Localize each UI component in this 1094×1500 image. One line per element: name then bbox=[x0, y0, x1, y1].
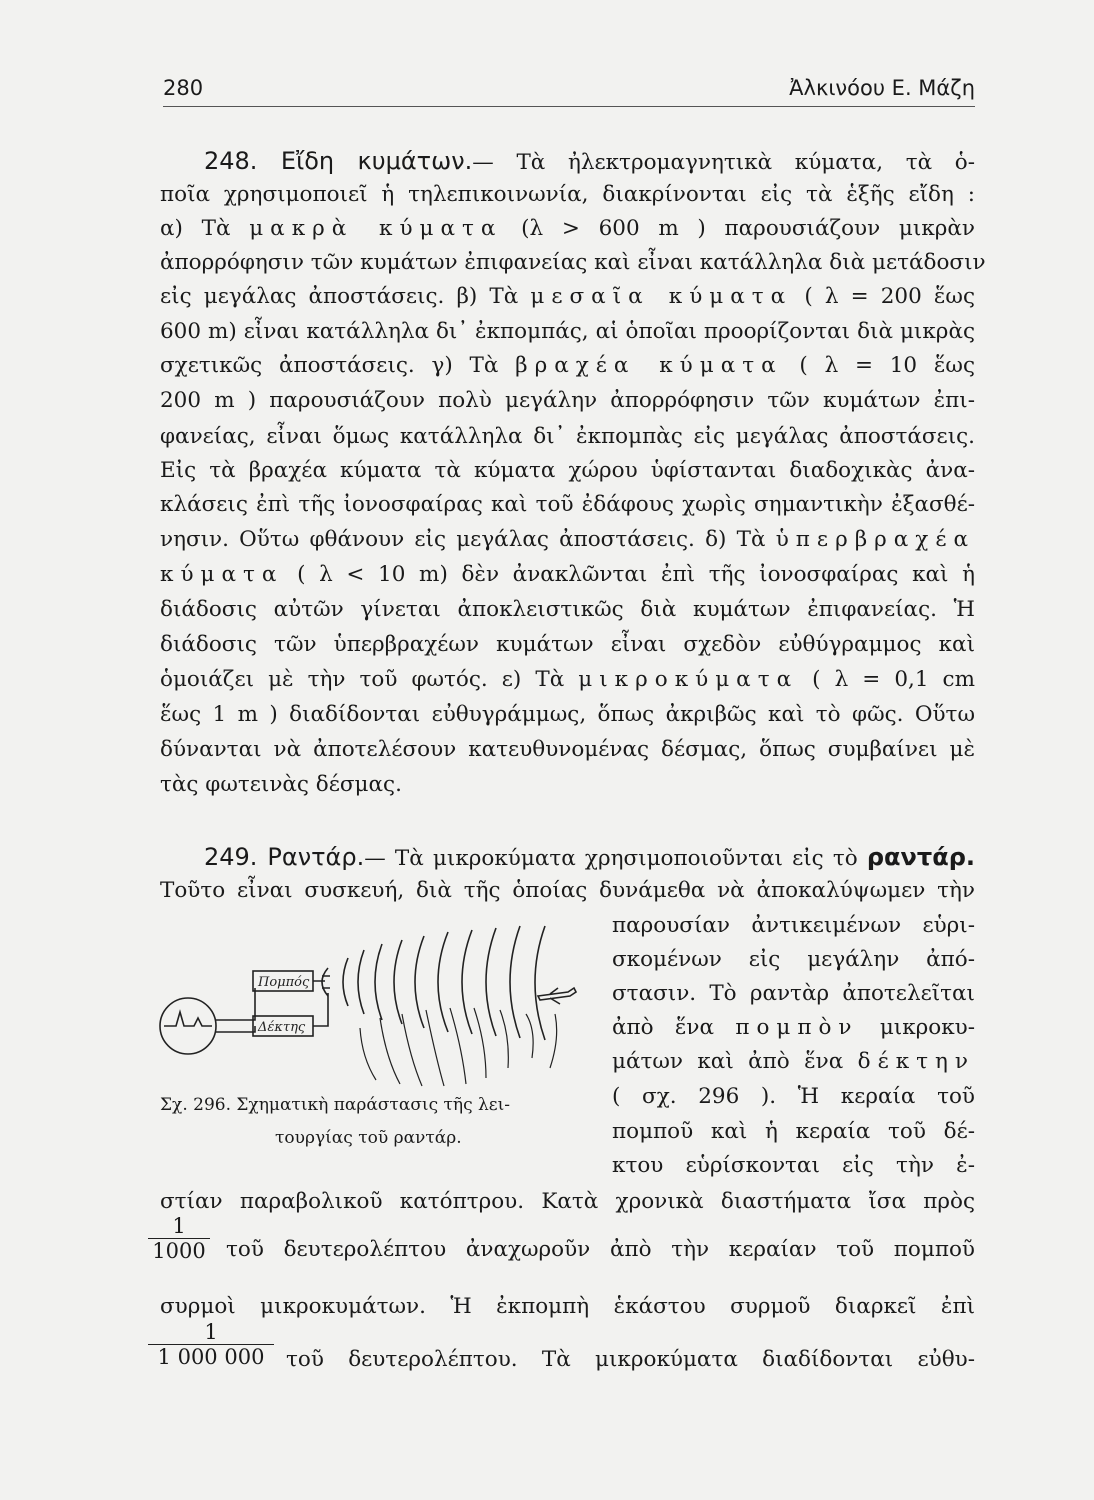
paragraph-249-line: συρμοὶ μικροκυμάτων. Ἡ ἐκπομπὴ ἑκάστου συρμοῦ διαρκεῖ ἐπὶ bbox=[160, 1294, 975, 1319]
page-number: 280 bbox=[163, 76, 204, 100]
paragraph-248-line: ἕως 1 m ) διαδίδονται εὐθυγράμμως, ὅπως ἀκριβῶς καὶ τὸ φῶς. Οὕτω bbox=[160, 702, 975, 727]
oscilloscope-trace bbox=[164, 1012, 212, 1026]
paragraph-248-line: ποῖα χρησιμοποιεῖ ἡ τηλεπικοινωνία, διακρίνονται εἰς τὰ ἑξῆς εἴδη : bbox=[160, 182, 975, 207]
paragraph-248-line: εἰς μεγάλας ἀποστάσεις. β) Τὰ μεσαῖα κύματα ( λ = 200 ἕως bbox=[160, 284, 975, 309]
figure-caption-line2: τουργίας τοῦ ραντάρ. bbox=[275, 1128, 462, 1148]
radar-diagram bbox=[150, 918, 590, 1098]
paragraph-249-side-line: σκομένων εἰς μεγάλην ἀπό- bbox=[612, 947, 975, 972]
figure-caption-line1: Σχ. 296. Σχηματικὴ παράστασις τῆς λει- bbox=[160, 1095, 511, 1115]
fraction-1-1000: $\frac{1}{1000}$ bbox=[148, 1214, 210, 1263]
paragraph-249-side-line: παρουσίαν ἀντικειμένων εὑρι- bbox=[612, 913, 975, 938]
paragraph-248-line: α) Τὰ μακρὰ κύματα (λ > 600 m ) παρουσιάζουν μικρὰν bbox=[160, 216, 975, 241]
section-heading-248: 248. Εἴδη κυμάτων. bbox=[204, 147, 473, 175]
paragraph-249-line: τοῦ δευτερολέπτου ἀναχωροῦν ἀπὸ τὴν κεραίαν τοῦ πομποῦ bbox=[226, 1237, 975, 1262]
paragraph-249-side-line: στασιν. Τὸ ραντὰρ ἀποτελεῖται bbox=[612, 981, 975, 1006]
paragraph-248-line: 248. Εἴδη κυμάτων.— Τὰ ἠλεκτρομαγνητικὰ κύματα, τὰ ὁ- bbox=[160, 146, 975, 178]
paragraph-248-line: διάδοσις αὐτῶν γίνεται ἀποκλειστικῶς διὰ κυμάτων ἐπιφανείας. Ἡ bbox=[160, 597, 975, 622]
aircraft-target bbox=[538, 988, 576, 1004]
paragraph-249-side-line: ἀπὸ ἕνα πομπὸν μικροκυ- bbox=[612, 1015, 976, 1040]
running-title-author: Ἀλκινόου Ε. Μάζη bbox=[789, 76, 975, 100]
paragraph-248-line: 600 m) εἶναι κατάλληλα δι᾽ ἐκπομπάς, αἱ ὁποῖαι προορίζονται διὰ μικρὰς bbox=[160, 319, 975, 344]
paragraph-249-side-line: μάτων καὶ ἀπὸ ἕνα δέκτην bbox=[612, 1049, 975, 1074]
paragraph-248-line: νησιν. Οὕτω φθάνουν εἰς μεγάλας ἀποστάσεις. δ) Τὰ ὑπερβραχέα bbox=[160, 527, 975, 552]
paragraph-249-line: τοῦ δευτερολέπτου. Τὰ μικροκύματα διαδίδονται εὐθυ- bbox=[286, 1347, 975, 1372]
paragraph-248-line: ὁμοιάζει μὲ τὴν τοῦ φωτός. ε) Τὰ μικροκύματα ( λ = 0,1 cm bbox=[160, 667, 975, 692]
receiver-label: Δέκτης bbox=[258, 1020, 306, 1035]
paragraph-248-line: τὰς φωτεινὰς δέσμας. bbox=[160, 772, 402, 797]
paragraph-248-line: 200 m ) παρουσιάζουν πολὺ μεγάλην ἀπορρόφησιν τῶν κυμάτων ἐπι- bbox=[160, 388, 975, 413]
paragraph-249-side-line: πομποῦ καὶ ἡ κεραία τοῦ δέ- bbox=[612, 1119, 975, 1144]
paragraph-249-side-line: ( σχ. 296 ). Ἡ κεραία τοῦ bbox=[612, 1084, 975, 1109]
transmitter-label: Πομπός bbox=[258, 975, 310, 990]
paragraph-249-side-line: κτου εὑρίσκονται εἰς τὴν ἐ- bbox=[612, 1153, 975, 1178]
paragraph-248-line: δύνανται νὰ ἀποτελέσουν κατευθυνομένας δέσμας, ὅπως συμβαίνει μὲ bbox=[160, 737, 975, 762]
paragraph-248-line: σχετικῶς ἀποστάσεις. γ) Τὰ βραχέα κύματα ( λ = 10 ἕως bbox=[160, 353, 975, 378]
paragraph-249-line: στίαν παραβολικοῦ κατόπτρου. Κατὰ χρονικὰ διαστήματα ἴσα πρὸς bbox=[160, 1189, 975, 1214]
outgoing-waves bbox=[343, 926, 545, 1040]
paragraph-248-line: ἀπορρόφησιν τῶν κυμάτων ἐπιφανείας καὶ εἶναι κατάλληλα διὰ μετάδοσιν bbox=[160, 250, 986, 275]
paragraph-249-line: Τοῦτο εἶναι συσκευή, διὰ τῆς ὁποίας δυνάμεθα νὰ ἀποκαλύψωμεν τὴν bbox=[160, 878, 975, 903]
paragraph-248-line: φανείας, εἶναι ὅμως κατάλληλα δι᾽ ἐκπομπὰς εἰς μεγάλας ἀποστάσεις. bbox=[160, 424, 975, 449]
section-heading-249: 249. Ραντάρ. bbox=[204, 843, 365, 871]
fraction-1-1000000: $\frac{1}{1 000 000}$ bbox=[148, 1320, 274, 1369]
paragraph-249-line: 249. Ραντάρ.— Τὰ μικροκύματα χρησιμοποιοῦνται εἰς τὸ ραντάρ. bbox=[160, 842, 975, 874]
antenna-reflector bbox=[322, 968, 328, 996]
paragraph-248-line: διάδοσις τῶν ὑπερβραχέων κυμάτων εἶναι σχεδὸν εὐθύγραμμος καὶ bbox=[160, 632, 975, 657]
paragraph-248-line: κύματα ( λ < 10 m) δὲν ἀνακλῶνται ἐπὶ τῆς ἰονοσφαίρας καὶ ἡ bbox=[160, 562, 975, 587]
running-header bbox=[163, 76, 975, 107]
paragraph-248-line: κλάσεις ἐπὶ τῆς ἰονοσφαίρας καὶ τοῦ ἐδάφους χωρὶς σημαντικὴν ἐξασθέ- bbox=[160, 492, 975, 517]
paragraph-248-line: Εἰς τὰ βραχέα κύματα τὰ κύματα χώρου ὑφίστανται διαδοχικὰς ἀνα- bbox=[160, 458, 975, 483]
reflected-waves bbox=[360, 1008, 557, 1086]
